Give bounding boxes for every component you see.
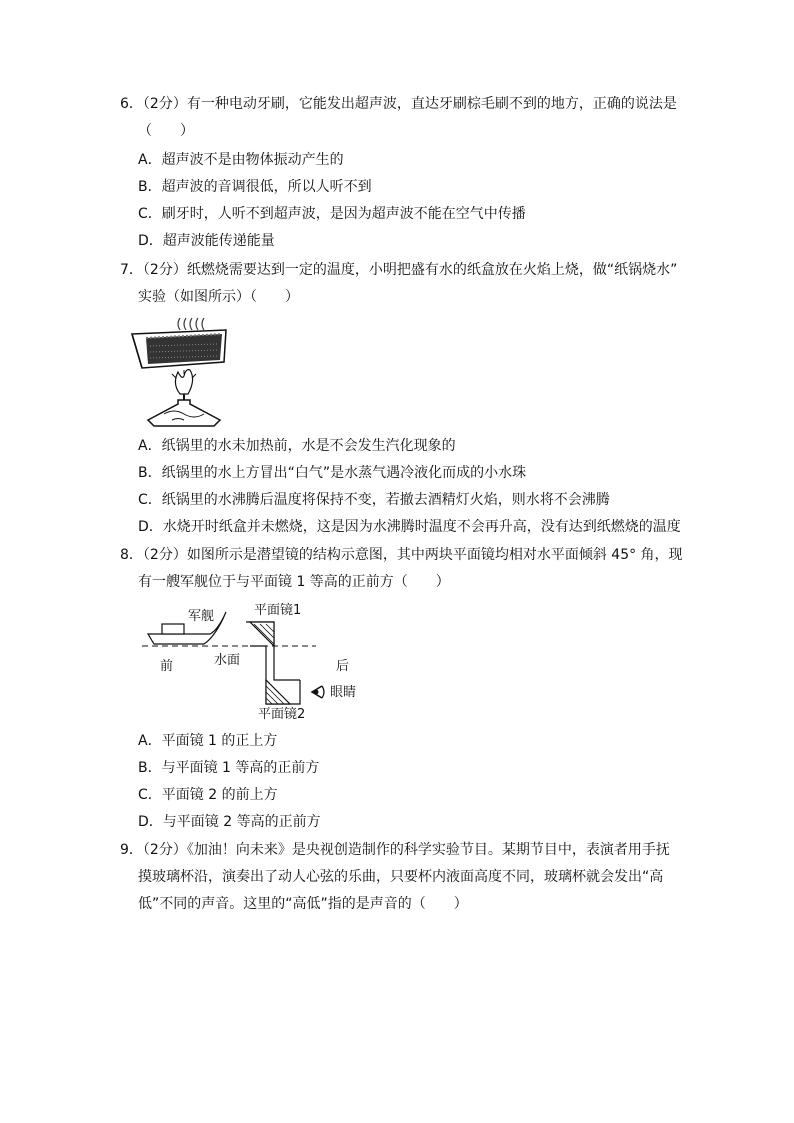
question-6-option-c: C．刷牙时，人听不到超声波，是因为超声波不能在空气中传播 <box>138 206 526 222</box>
question-7-stem <box>120 260 677 280</box>
question-7-option-d: D．水烧开时纸盒并未燃烧，这是因为水沸腾时温度不会再升高，没有达到纸燃烧的温度 <box>138 519 681 535</box>
question-8-option-d: D．与平面镜 2 等高的正前方 <box>138 814 321 830</box>
question-number: 6． <box>120 96 143 112</box>
question-9-stem-continued: 摸玻璃杯沿，演奏出了动人心弦的乐曲，只要杯内液面高度不同，玻璃杯就会发出“高 <box>138 869 664 885</box>
question-8-option-a: A．平面镜 1 的正上方 <box>138 733 278 749</box>
question-7-option-b: B．纸锅里的水上方冒出“白气”是水蒸气遇冷液化而成的小水珠 <box>138 465 527 481</box>
question-9-stem <box>120 840 670 860</box>
question-6-answer-bracket: （ ） <box>138 123 194 139</box>
question-text: 如图所示是潜望镜的结构示意图，其中两块平面镜均相对水平面倾斜 45° 角，现 <box>186 547 683 563</box>
front-label: 前 <box>160 659 174 674</box>
question-score: （2分） <box>142 96 187 112</box>
question-9-stem-continued-2: 低”不同的声音。这里的“高低”指的是声音的（ ） <box>138 896 468 912</box>
question-text: 纸燃烧需要达到一定的温度，小明把盛有水的纸盒放在火焰上烧，做“纸锅烧水” <box>186 262 678 278</box>
question-7-stem-continued: 实验（如图所示）（ ） <box>138 289 299 305</box>
mirror-1-label: 平面镜1 <box>254 603 302 618</box>
question-number: 9． <box>120 842 143 858</box>
paper-pot-boiling-figure <box>128 316 238 432</box>
question-score: （2分） <box>142 547 187 563</box>
question-7-option-a: A．纸锅里的水未加热前，水是不会发生汽化现象的 <box>138 438 456 454</box>
question-8-option-b: B．与平面镜 1 等高的正前方 <box>138 760 320 776</box>
question-text: 《加油！向未来》是央视创造制作的科学实验节目。某期节目中，表演者用手抚 <box>186 842 670 858</box>
question-7-option-c: C．纸锅里的水沸腾后温度将保持不变，若撤去酒精灯火焰，则水将不会沸腾 <box>138 492 610 508</box>
eye-label: 眼睛 <box>330 685 357 700</box>
back-label: 后 <box>336 659 350 674</box>
question-number: 8． <box>120 547 143 563</box>
question-6-stem <box>120 94 677 114</box>
question-6-option-a: A．超声波不是由物体振动产生的 <box>138 152 344 168</box>
question-score: （2分） <box>142 262 187 278</box>
ship-label: 军舰 <box>188 609 215 624</box>
question-6-option-b: B．超声波的音调很低，所以人听不到 <box>138 179 372 195</box>
water-surface-label: 水面 <box>214 653 241 668</box>
question-8-stem <box>120 545 683 565</box>
mirror-2-label: 平面镜2 <box>258 707 306 722</box>
question-8-option-c: C．平面镜 2 的前上方 <box>138 787 278 803</box>
question-text: 有一种电动牙刷，它能发出超声波，直达牙刷棕毛刷不到的地方，正确的说法是 <box>186 96 677 112</box>
question-6-option-d: D．超声波能传递能量 <box>138 233 275 249</box>
periscope-diagram <box>140 600 380 728</box>
question-number: 7． <box>120 262 143 278</box>
question-score: （2分） <box>142 842 187 858</box>
question-8-stem-continued: 有一艘军舰位于与平面镜 1 等高的正前方（ ） <box>138 574 450 590</box>
